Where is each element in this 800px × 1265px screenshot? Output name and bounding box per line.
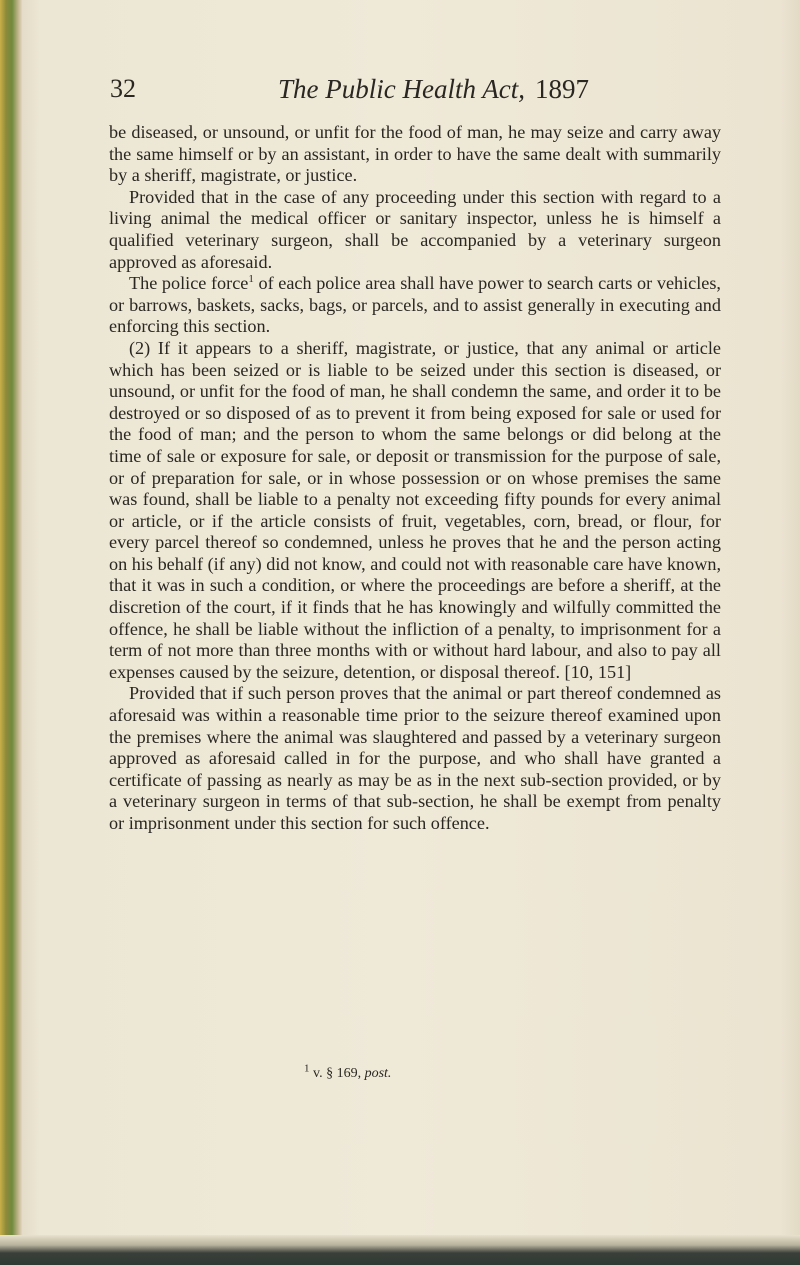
act-title: The Public Health Act, [278,74,525,104]
paragraph: Provided that if such person proves that the animal or part thereof condemned as aforesaid was within a reasonable time prior to the seizure thereof examined upon the premises where the animal was slaughtered and passed by a veterinary surgeon approved as aforesaid called in for the purpose, and who shall have granted a certificate of passing as nearly as may be as in the next sub-section provided, or by a veterinary surgeon in terms of that sub-section, he shall be exempt from penalty or imprisonment under this section for such offence. [109,683,721,833]
running-title [278,74,589,105]
book-spine-edge [0,0,22,1265]
act-year: 1897 [534,74,589,104]
paragraph-text: of each police area shall have power to search carts or vehicles, or barrows, baskets, sacks, bags, or parcels, and to assist generally in executing and enforcing this section. [109,273,721,337]
page-bottom-edge [0,1235,800,1265]
running-header [110,66,670,106]
footnote [304,1062,392,1082]
footnote-marker: 1 [248,273,254,286]
paragraph: (2) If it appears to a sheriff, magistrate, or justice, that any animal or article which has been seized or is liable to be seized under this section is diseased, or unsound, or unfit for the food of man, he shall condemn the same, and order it to be destroyed or so disposed of as to prevent it from being exposed for sale or used for the food of man; and the person to whom the same belongs or did belong at the time of sale or exposure for sale, or deposit or transmission for the purpose of sale, or of preparation for sale, or in whose possession or on whose premises the same was found, shall be liable to a penalty not exceeding fifty pounds for every animal or article, or if the article consists of fruit, vegetables, corn, bread, or flour, for every parcel thereof so condemned, unless he proves that he and the person acting on his behalf (if any) did not know, and could not with reasonable care have known, that it was in such a condition, or where the proceedings are before a sheriff, at the discretion of the court, if it finds that he has knowingly and wilfully committed the offence, he shall be liable without the infliction of a penalty, to imprisonment for a term of not more than three months with or without hard labour, and also to pay all expenses caused by the seizure, detention, or disposal thereof. [10, 151] [109,337,721,682]
page-number: 32 [110,74,136,103]
body-text [109,122,721,835]
footnote-number: 1 [304,1062,310,1075]
footnote-ref: v. § 169, [313,1066,362,1081]
paragraph: Provided that in the case of any proceeding under this section with regard to a living animal the medical officer or sanitary inspector, unless he is himself a qualified veterinary surgeon, shall be accompanied by a veterinary surgeon approved as aforesaid. [109,186,721,272]
paragraph: be diseased, or unsound, or unfit for the food of man, he may seize and carry away the same himself or by an assistant, in order to have the same dealt with summarily by a sheriff, magistrate, or justice. [109,122,721,186]
paragraph-text: The police force [129,273,249,294]
footnote-post: post. [364,1066,392,1081]
paragraph [109,273,721,338]
